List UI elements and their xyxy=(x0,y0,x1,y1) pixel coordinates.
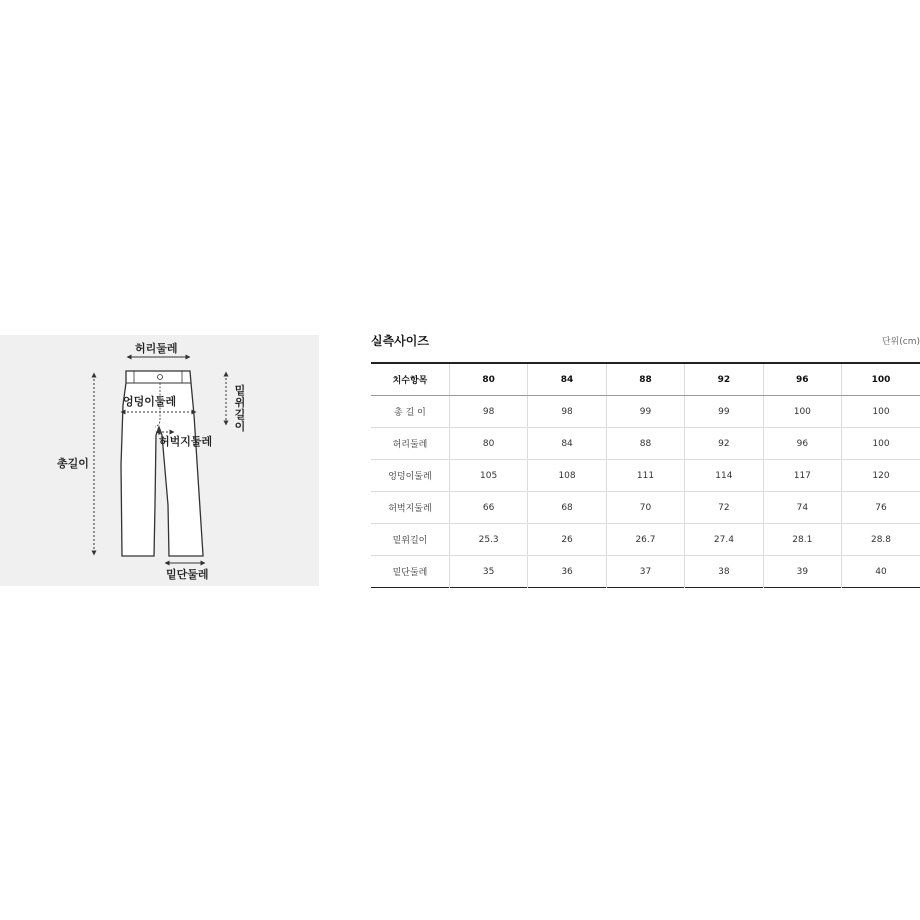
row-label-cell: 밑위길이 xyxy=(371,524,449,556)
size-header-cell: 92 xyxy=(685,363,763,396)
value-cell: 38 xyxy=(685,556,763,588)
value-cell: 114 xyxy=(685,460,763,492)
value-cell: 28.8 xyxy=(842,524,920,556)
value-cell: 66 xyxy=(449,492,527,524)
hip-label: 엉덩이둘레 xyxy=(123,395,177,408)
table-row xyxy=(371,492,920,524)
waist-label: 허리둘레 xyxy=(135,342,178,355)
value-cell: 100 xyxy=(842,428,920,460)
value-cell: 76 xyxy=(842,492,920,524)
value-cell: 26.7 xyxy=(606,524,684,556)
value-cell: 26 xyxy=(528,524,606,556)
value-cell: 111 xyxy=(606,460,684,492)
table-row xyxy=(371,428,920,460)
pants-measurement-diagram xyxy=(0,335,319,586)
value-cell: 25.3 xyxy=(449,524,527,556)
row-label-cell: 밑단둘레 xyxy=(392,568,428,578)
value-cell: 98 xyxy=(449,396,527,428)
size-header-cell: 96 xyxy=(763,363,841,396)
pants-illustration xyxy=(0,335,319,586)
value-cell: 117 xyxy=(763,460,841,492)
value-cell: 40 xyxy=(842,556,920,588)
thigh-label: 허벅지둘레 xyxy=(159,435,213,448)
value-cell: 72 xyxy=(685,492,763,524)
value-cell: 70 xyxy=(606,492,684,524)
value-cell: 68 xyxy=(528,492,606,524)
value-cell: 92 xyxy=(685,428,763,460)
hem-label: 밑단둘레 xyxy=(166,568,209,581)
size-header-cell: 80 xyxy=(449,363,527,396)
value-cell: 96 xyxy=(763,428,841,460)
table-row xyxy=(371,524,920,556)
value-cell: 99 xyxy=(685,396,763,428)
table-row xyxy=(371,460,920,492)
header-label-cell: 치수항목 xyxy=(371,363,449,396)
value-cell: 39 xyxy=(763,556,841,588)
size-table xyxy=(371,362,920,588)
size-header-cell: 88 xyxy=(606,363,684,396)
row-label-cell: 총 길 이 xyxy=(371,396,449,428)
row-label-cell: 엉덩이둘레 xyxy=(371,460,449,492)
value-cell: 36 xyxy=(528,556,606,588)
value-cell: 28.1 xyxy=(763,524,841,556)
unit-label: 단위(cm) xyxy=(881,337,920,347)
value-cell: 105 xyxy=(449,460,527,492)
value-cell: 27.4 xyxy=(685,524,763,556)
table-row xyxy=(371,556,920,588)
total-length-label: 총길이 xyxy=(57,457,89,470)
value-cell: 84 xyxy=(528,428,606,460)
size-table-title: 실측사이즈 xyxy=(371,334,429,348)
value-cell: 108 xyxy=(528,460,606,492)
value-cell: 80 xyxy=(449,428,527,460)
value-cell: 100 xyxy=(842,396,920,428)
size-header-cell: 84 xyxy=(528,363,606,396)
table-row xyxy=(371,396,920,428)
value-cell: 98 xyxy=(528,396,606,428)
row-label-cell: 허리둘레 xyxy=(371,428,449,460)
table-header-row xyxy=(371,363,920,396)
value-cell: 99 xyxy=(606,396,684,428)
value-cell: 74 xyxy=(763,492,841,524)
value-cell: 88 xyxy=(606,428,684,460)
rise-label: 밑위길이 xyxy=(234,384,246,433)
size-header-cell: 100 xyxy=(842,363,920,396)
row-label-cell: 허벅지둘레 xyxy=(371,492,449,524)
value-cell: 100 xyxy=(763,396,841,428)
value-cell: 120 xyxy=(842,460,920,492)
value-cell: 37 xyxy=(606,556,684,588)
value-cell: 35 xyxy=(449,556,527,588)
